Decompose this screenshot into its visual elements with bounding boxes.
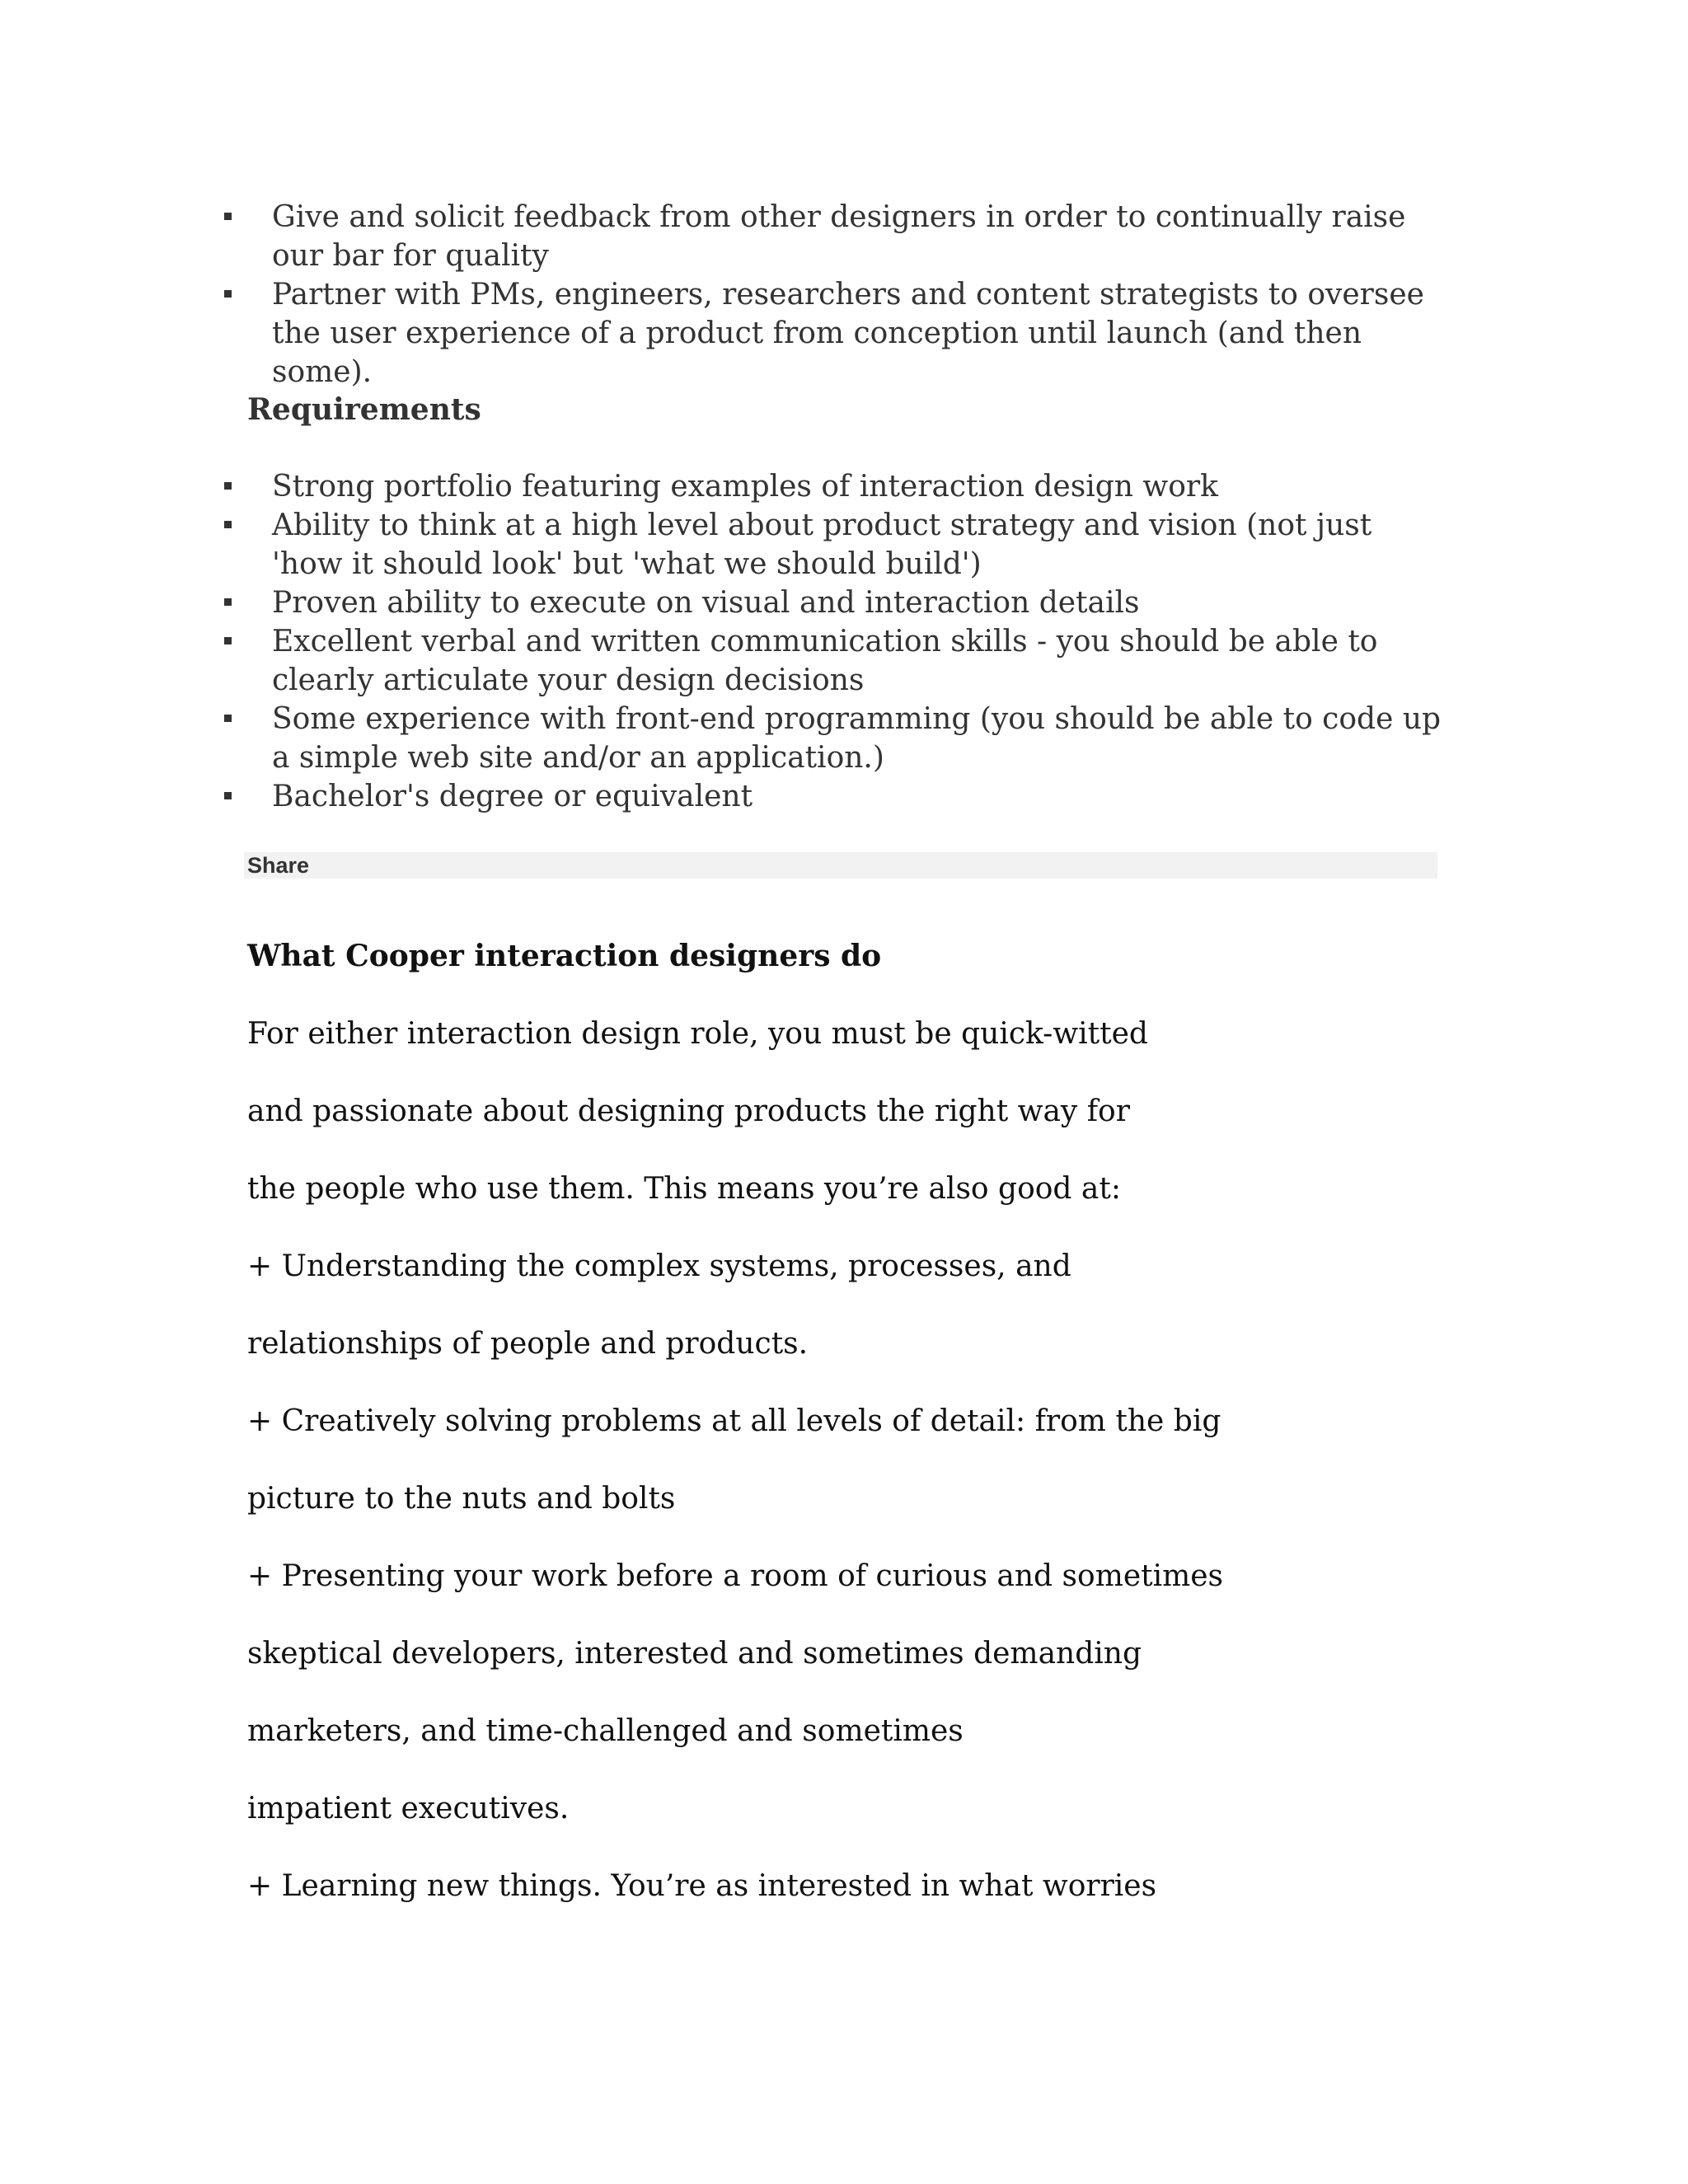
body-line: and passionate about designing products the right way for [247,1094,1130,1128]
share-bar [244,852,1437,879]
square-bullet-icon [224,792,232,799]
list-item [247,583,1442,622]
square-bullet-icon [224,598,232,606]
list-item [247,622,1442,700]
list-item [247,198,1442,275]
body-line: For either interaction design role, you must be quick-witted [247,1017,1148,1051]
body-line: skeptical developers, interested and sometimes demanding [247,1637,1142,1671]
section-heading: What Cooper interaction designers do [247,939,882,973]
top-bullet-list-container [247,198,1442,391]
square-bullet-icon [224,521,232,528]
square-bullet-icon [224,290,232,298]
list-item-text: Give and solicit feedback from other designers in order to continually raise our bar for quality [272,200,1406,273]
square-bullet-icon [224,213,232,220]
body-line: picture to the nuts and bolts [247,1482,676,1516]
requirements-list-container [247,467,1442,816]
list-item-text: Bachelor's degree or equivalent [272,780,753,813]
list-item [247,506,1442,583]
list-item [247,777,1442,816]
requirements-list [247,467,1442,816]
body-line: + Learning new things. You’re as interested in what worries [247,1869,1157,1903]
list-item-text: Strong portfolio featuring examples of interaction design work [272,470,1218,504]
share-link[interactable]: Share [247,853,310,878]
body-line: + Understanding the complex systems, processes, and [247,1249,1071,1283]
list-item-text: Excellent verbal and written communication skills - you should be able to clearly articulate your design decisions [272,625,1378,697]
body-line: the people who use them. This means you’re also good at: [247,1172,1121,1206]
list-item [247,467,1442,506]
list-item-text: Partner with PMs, engineers, researchers and content strategists to oversee the user experience of a product from conception until launch (and then some). [272,278,1424,389]
list-item [247,275,1442,391]
square-bullet-icon [224,637,232,644]
body-line: marketers, and time-challenged and sometimes [247,1714,964,1748]
square-bullet-icon [224,715,232,722]
list-item-text: Some experience with front-end programming (you should be able to code up a simple web site and/or an application.) [272,702,1442,775]
body-line: relationships of people and products. [247,1327,809,1361]
top-bullet-list [247,198,1442,391]
body-line: + Creatively solving problems at all levels of detail: from the big [247,1404,1221,1438]
list-item-text: Ability to think at a high level about product strategy and vision (not just 'how it should look' but 'what we should build') [272,509,1372,581]
body-line: + Presenting your work before a room of curious and sometimes [247,1559,1224,1593]
requirements-heading: Requirements [247,392,481,427]
list-item [247,700,1442,777]
square-bullet-icon [224,482,232,490]
body-line: impatient executives. [247,1792,570,1825]
list-item-text: Proven ability to execute on visual and interaction details [272,586,1140,620]
